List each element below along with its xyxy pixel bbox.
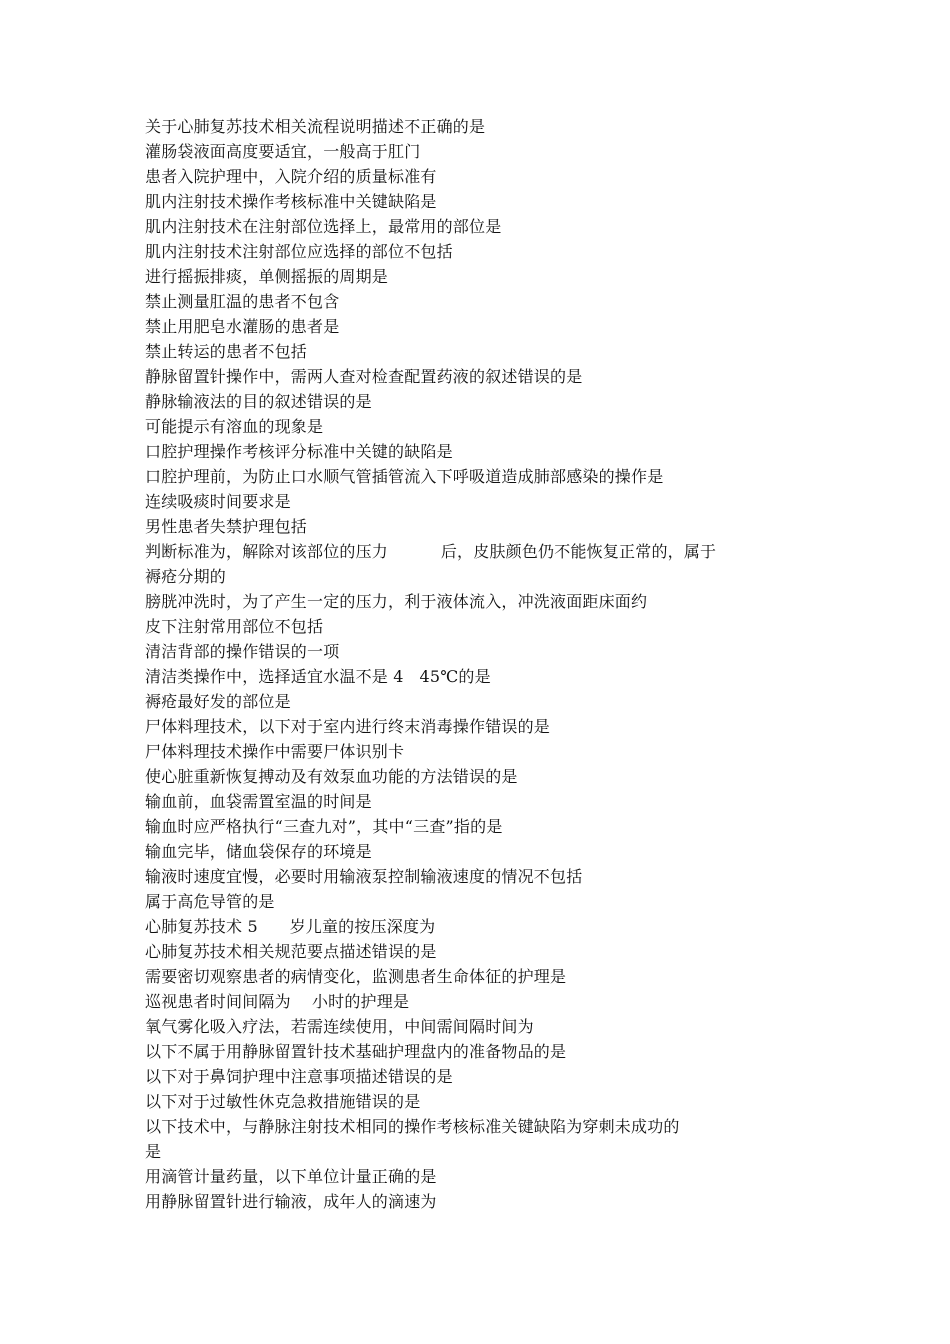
text-line: 以下对于鼻饲护理中注意事项描述错误的是: [145, 1067, 453, 1086]
text-line: 尸体料理技术，以下对于室内进行终末消毒操作错误的是: [145, 717, 551, 736]
text-line: 使心脏重新恢复搏动及有效泵血功能的方法错误的是: [145, 767, 518, 786]
text-line: 褥疮最好发的部位是: [145, 692, 291, 711]
text-line: 可能提示有溶血的现象是: [145, 417, 324, 436]
text-line: 属于高危导管的是: [145, 892, 275, 911]
text-line: 男性患者失禁护理包括: [145, 517, 308, 536]
text-line: 输血完毕，储血袋保存的环境是: [145, 842, 372, 861]
text-line: 关于心肺复苏技术相关流程说明描述不正确的是: [145, 117, 486, 136]
text-line: 以下不属于用静脉留置针技术基础护理盘内的准备物品的是: [145, 1042, 567, 1061]
text-line: 灌肠袋液面高度要适宜，一般高于肛门: [145, 142, 421, 161]
text-line: 肌内注射技术注射部位应选择的部位不包括: [145, 242, 453, 261]
text-line: 是: [145, 1142, 162, 1161]
text-line: 口腔护理前，为防止口水顺气管插管流入下呼吸道造成肺部感染的操作是: [145, 467, 664, 486]
text-line: 以下对于过敏性休克急救措施错误的是: [145, 1092, 421, 1111]
question-list: [145, 114, 815, 1214]
text-line: 静脉输液法的目的叙述错误的是: [145, 392, 372, 411]
text-line: 巡视患者时间间隔为 小时的护理是: [145, 992, 410, 1011]
text-line: 禁止测量肛温的患者不包含: [145, 292, 340, 311]
text-line: 膀胱冲洗时，为了产生一定的压力，利于液体流入，冲洗液面距床面约: [145, 592, 648, 611]
text-line: 氧气雾化吸入疗法，若需连续使用，中间需间隔时间为: [145, 1017, 534, 1036]
text-line: 判断标准为，解除对该部位的压力 后，皮肤颜色仍不能恢复正常的，属于: [145, 542, 717, 561]
text-line: 用静脉留置针进行输液，成年人的滴速为: [145, 1192, 437, 1211]
text-line: 清洁类操作中，选择适宜水温不是 4 45℃的是: [145, 667, 491, 686]
text-line: 尸体料理技术操作中需要尸体识别卡: [145, 742, 405, 761]
text-line: 禁止用肥皂水灌肠的患者是: [145, 317, 340, 336]
text-line: 心肺复苏技术 5 岁儿童的按压深度为: [145, 917, 436, 936]
text-line: 心肺复苏技术相关规范要点描述错误的是: [145, 942, 437, 961]
text-line: 患者入院护理中，入院介绍的质量标准有: [145, 167, 437, 186]
text-line: 输液时速度宜慢，必要时用输液泵控制输液速度的情况不包括: [145, 867, 583, 886]
text-line: 进行摇振排痰，单侧摇振的周期是: [145, 267, 389, 286]
text-line: 以下技术中，与静脉注射技术相同的操作考核标准关键缺陷为穿刺未成功的: [145, 1117, 680, 1136]
text-line: 禁止转运的患者不包括: [145, 342, 308, 361]
text-line: 肌内注射技术在注射部位选择上，最常用的部位是: [145, 217, 502, 236]
text-line: 肌内注射技术操作考核标准中关键缺陷是: [145, 192, 437, 211]
text-line: 静脉留置针操作中，需两人查对检查配置药液的叙述错误的是: [145, 367, 583, 386]
text-line: 皮下注射常用部位不包括: [145, 617, 324, 636]
text-line: 输血时应严格执行“三查九对”，其中“三查”指的是: [145, 817, 503, 836]
text-line: 用滴管计量药量，以下单位计量正确的是: [145, 1167, 437, 1186]
text-line: 口腔护理操作考核评分标准中关键的缺陷是: [145, 442, 453, 461]
text-line: 褥疮分期的: [145, 567, 227, 586]
text-line: 连续吸痰时间要求是: [145, 492, 291, 511]
text-line: 需要密切观察患者的病情变化，监测患者生命体征的护理是: [145, 967, 567, 986]
text-line: 输血前，血袋需置室温的时间是: [145, 792, 372, 811]
text-line: 清洁背部的操作错误的一项: [145, 642, 340, 661]
